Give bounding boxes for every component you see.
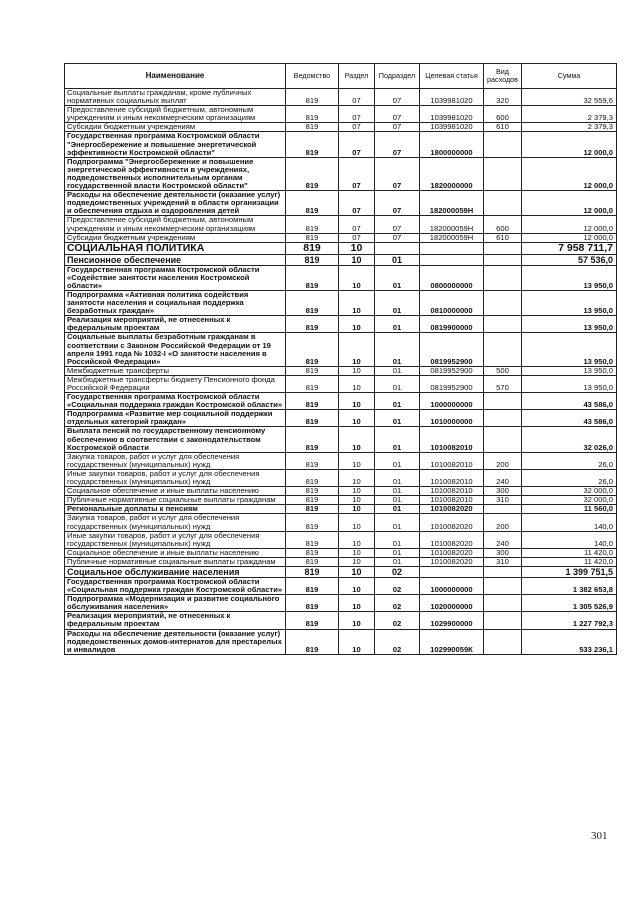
cell-sum: 26,0 <box>522 469 617 486</box>
cell-target: 1800000000 <box>420 132 484 157</box>
budget-table-sheet <box>64 63 616 655</box>
header-exp-type: Вид расходов <box>484 64 522 89</box>
cell-dept: 819 <box>286 531 339 548</box>
cell-name: Подпрограмма «Развитие мер социальной поддержки отдельных категорий граждан» <box>65 410 286 427</box>
cell-sum: 43 586,0 <box>522 393 617 410</box>
cell-section: 10 <box>339 505 375 514</box>
cell-sum: 43 586,0 <box>522 410 617 427</box>
cell-subsection: 01 <box>375 557 420 566</box>
cell-sum: 11 560,0 <box>522 505 617 514</box>
cell-dept: 819 <box>286 557 339 566</box>
cell-target: 0819952900 <box>420 375 484 392</box>
cell-section: 10 <box>339 265 375 290</box>
cell-target: 182000059Н <box>420 216 484 233</box>
table-row <box>65 375 617 392</box>
cell-name: Иные закупки товаров, работ и услуг для обеспечения государственных (муниципальных) нужд <box>65 531 286 548</box>
cell-section: 10 <box>339 629 375 654</box>
cell-section: 10 <box>339 254 375 265</box>
table-row <box>65 366 617 375</box>
table-row <box>65 629 617 654</box>
header-subsection: Подраздел <box>375 64 420 89</box>
cell-target: 1010082010 <box>420 469 484 486</box>
cell-name: Государственная программа Костромской области «Социальная поддержка граждан Костромской области» <box>65 393 286 410</box>
table-row <box>65 316 617 333</box>
cell-target: 1010000000 <box>420 410 484 427</box>
cell-subsection: 07 <box>375 132 420 157</box>
cell-name: Социальные выплаты гражданам, кроме публичных нормативных социальных выплат <box>65 89 286 106</box>
cell-dept: 819 <box>286 191 339 216</box>
cell-dept: 819 <box>286 233 339 242</box>
cell-sum: 13 950,0 <box>522 366 617 375</box>
cell-exp-type <box>484 290 522 315</box>
cell-dept: 819 <box>286 242 339 254</box>
cell-subsection: 07 <box>375 123 420 132</box>
cell-exp-type: 570 <box>484 375 522 392</box>
header-sum: Сумма <box>522 64 617 89</box>
cell-target: 0819952900 <box>420 366 484 375</box>
cell-dept: 819 <box>286 216 339 233</box>
cell-subsection: 01 <box>375 452 420 469</box>
cell-sum: 13 950,0 <box>522 316 617 333</box>
table-body <box>65 89 617 655</box>
cell-name: Социальное обслуживание населения <box>65 566 286 577</box>
cell-section: 07 <box>339 106 375 123</box>
table-row <box>65 469 617 486</box>
cell-exp-type: 240 <box>484 531 522 548</box>
cell-target: 1039981020 <box>420 89 484 106</box>
cell-subsection: 01 <box>375 254 420 265</box>
cell-section: 07 <box>339 157 375 190</box>
cell-sum: 13 950,0 <box>522 375 617 392</box>
cell-section: 10 <box>339 557 375 566</box>
table-row <box>65 233 617 242</box>
table-row <box>65 290 617 315</box>
cell-dept: 819 <box>286 106 339 123</box>
cell-target: 1020000000 <box>420 595 484 612</box>
table-row <box>65 157 617 190</box>
table-row <box>65 333 617 366</box>
cell-dept: 819 <box>286 612 339 629</box>
cell-section: 10 <box>339 333 375 366</box>
cell-target: 102990059К <box>420 629 484 654</box>
cell-name: Социальные выплаты безработным гражданам в соответствии с Законом Российской Федерации от 19 апреля 1991 года № 1032-I «О занятости населения в Российской Федерации» <box>65 333 286 366</box>
cell-dept: 819 <box>286 566 339 577</box>
table-row <box>65 566 617 577</box>
cell-section: 10 <box>339 242 375 254</box>
cell-section: 10 <box>339 577 375 594</box>
cell-name: Социальное обеспечение и иные выплаты населению <box>65 548 286 557</box>
cell-target: 1010082020 <box>420 531 484 548</box>
table-row <box>65 577 617 594</box>
cell-name: Пенсионное обеспечение <box>65 254 286 265</box>
cell-exp-type <box>484 612 522 629</box>
cell-exp-type <box>484 505 522 514</box>
cell-dept: 819 <box>286 366 339 375</box>
cell-section: 07 <box>339 191 375 216</box>
cell-subsection: 07 <box>375 106 420 123</box>
page-number: 301 <box>591 830 608 842</box>
cell-sum: 140,0 <box>522 531 617 548</box>
cell-subsection: 01 <box>375 366 420 375</box>
cell-exp-type <box>484 191 522 216</box>
cell-exp-type <box>484 566 522 577</box>
table-row <box>65 505 617 514</box>
cell-section: 10 <box>339 548 375 557</box>
cell-target <box>420 566 484 577</box>
cell-target: 1010082020 <box>420 557 484 566</box>
table-row <box>65 427 617 452</box>
cell-exp-type <box>484 316 522 333</box>
cell-section: 10 <box>339 566 375 577</box>
table-row <box>65 191 617 216</box>
cell-name: Субсидии бюджетным учреждениям <box>65 123 286 132</box>
cell-dept: 819 <box>286 469 339 486</box>
cell-subsection: 01 <box>375 410 420 427</box>
cell-name: Социальное обеспечение и иные выплаты населению <box>65 487 286 496</box>
cell-target: 182000059Н <box>420 191 484 216</box>
cell-sum: 1 399 751,5 <box>522 566 617 577</box>
cell-subsection: 07 <box>375 89 420 106</box>
cell-sum: 11 420,0 <box>522 557 617 566</box>
cell-subsection: 01 <box>375 290 420 315</box>
cell-exp-type: 610 <box>484 123 522 132</box>
cell-name: Публичные нормативные социальные выплаты гражданам <box>65 496 286 505</box>
cell-section: 10 <box>339 375 375 392</box>
cell-subsection: 07 <box>375 191 420 216</box>
cell-target: 1010082010 <box>420 487 484 496</box>
cell-exp-type: 200 <box>484 452 522 469</box>
table-row <box>65 548 617 557</box>
cell-exp-type <box>484 410 522 427</box>
table-row <box>65 106 617 123</box>
cell-subsection: 07 <box>375 233 420 242</box>
cell-name: Подпрограмма "Энергосбережение и повышение энергетической эффективности в учреждениях, подведомственных исполнительным органам государственной власти Костромской области" <box>65 157 286 190</box>
cell-target: 1820000000 <box>420 157 484 190</box>
cell-target: 0800000000 <box>420 265 484 290</box>
table-header-row <box>65 64 617 89</box>
budget-table <box>64 63 617 655</box>
cell-exp-type <box>484 254 522 265</box>
cell-subsection: 02 <box>375 577 420 594</box>
cell-section: 10 <box>339 316 375 333</box>
cell-dept: 819 <box>286 452 339 469</box>
cell-dept: 819 <box>286 410 339 427</box>
cell-sum: 13 950,0 <box>522 265 617 290</box>
table-row <box>65 410 617 427</box>
table-row <box>65 242 617 254</box>
cell-sum: 12 000,0 <box>522 132 617 157</box>
table-row <box>65 496 617 505</box>
cell-target: 1000000000 <box>420 577 484 594</box>
cell-section: 10 <box>339 452 375 469</box>
cell-name: Закупка товаров, работ и услуг для обеспечения государственных (муниципальных) нужд <box>65 452 286 469</box>
cell-dept: 819 <box>286 333 339 366</box>
cell-name: Реализация мероприятий, не отнесенных к федеральным проектам <box>65 612 286 629</box>
cell-sum: 533 236,1 <box>522 629 617 654</box>
cell-name: Расходы на обеспечение деятельности (оказание услуг) подведомственных учреждений в области организации и обеспечения отдыха и оздоровления детей <box>65 191 286 216</box>
cell-dept: 819 <box>286 157 339 190</box>
cell-target: 0819900000 <box>420 316 484 333</box>
cell-subsection: 01 <box>375 427 420 452</box>
cell-subsection: 02 <box>375 612 420 629</box>
table-row <box>65 123 617 132</box>
cell-exp-type <box>484 393 522 410</box>
cell-subsection: 07 <box>375 216 420 233</box>
cell-dept: 819 <box>286 595 339 612</box>
cell-exp-type: 600 <box>484 216 522 233</box>
cell-exp-type: 310 <box>484 496 522 505</box>
cell-sum: 12 000,0 <box>522 216 617 233</box>
cell-target: 1039981020 <box>420 106 484 123</box>
cell-exp-type <box>484 157 522 190</box>
cell-subsection: 02 <box>375 629 420 654</box>
cell-exp-type <box>484 595 522 612</box>
cell-sum: 2 379,3 <box>522 106 617 123</box>
cell-name: Межбюджетные трансферты бюджету Пенсионного фонда Российской Федерации <box>65 375 286 392</box>
cell-dept: 819 <box>286 427 339 452</box>
cell-target: 1010082020 <box>420 548 484 557</box>
cell-subsection: 01 <box>375 333 420 366</box>
cell-exp-type <box>484 265 522 290</box>
cell-dept: 819 <box>286 487 339 496</box>
cell-sum: 13 950,0 <box>522 290 617 315</box>
cell-exp-type: 600 <box>484 106 522 123</box>
cell-name: Субсидии бюджетным учреждениям <box>65 233 286 242</box>
cell-sum: 1 305 526,9 <box>522 595 617 612</box>
cell-section: 10 <box>339 531 375 548</box>
cell-section: 07 <box>339 216 375 233</box>
cell-section: 07 <box>339 89 375 106</box>
header-dept: Ведомство <box>286 64 339 89</box>
cell-section: 10 <box>339 612 375 629</box>
cell-name: Государственная программа Костромской области «Социальная поддержка граждан Костромской области» <box>65 577 286 594</box>
cell-name: Государственная программа Костромской области "Энергосбережение и повышение энергетической эффективности Костромской области" <box>65 132 286 157</box>
cell-section: 07 <box>339 233 375 242</box>
cell-dept: 819 <box>286 316 339 333</box>
cell-target <box>420 254 484 265</box>
cell-sum: 12 000,0 <box>522 191 617 216</box>
cell-name: Предоставление субсидий бюджетным, автономным учреждениям и иным некоммерческим организациям <box>65 106 286 123</box>
table-row <box>65 612 617 629</box>
cell-subsection: 01 <box>375 265 420 290</box>
cell-subsection: 07 <box>375 157 420 190</box>
cell-dept: 819 <box>286 629 339 654</box>
cell-sum: 1 227 792,3 <box>522 612 617 629</box>
cell-target: 1010082010 <box>420 496 484 505</box>
cell-name: СОЦИАЛЬНАЯ ПОЛИТИКА <box>65 242 286 254</box>
table-row <box>65 216 617 233</box>
cell-subsection: 01 <box>375 316 420 333</box>
table-row <box>65 557 617 566</box>
cell-target: 0819952900 <box>420 333 484 366</box>
cell-subsection <box>375 242 420 254</box>
cell-subsection: 01 <box>375 514 420 531</box>
cell-name: Реализация мероприятий, не отнесенных к федеральным проектам <box>65 316 286 333</box>
cell-subsection: 02 <box>375 566 420 577</box>
cell-dept: 819 <box>286 290 339 315</box>
cell-exp-type <box>484 427 522 452</box>
cell-sum: 11 420,0 <box>522 548 617 557</box>
cell-dept: 819 <box>286 548 339 557</box>
cell-name: Публичные нормативные социальные выплаты гражданам <box>65 557 286 566</box>
cell-dept: 819 <box>286 577 339 594</box>
cell-sum: 7 958 711,7 <box>522 242 617 254</box>
table-row <box>65 514 617 531</box>
cell-dept: 819 <box>286 132 339 157</box>
cell-subsection: 01 <box>375 496 420 505</box>
cell-exp-type <box>484 333 522 366</box>
cell-target: 1000000000 <box>420 393 484 410</box>
header-section: Раздел <box>339 64 375 89</box>
cell-exp-type: 610 <box>484 233 522 242</box>
cell-sum: 2 379,3 <box>522 123 617 132</box>
cell-dept: 819 <box>286 265 339 290</box>
cell-exp-type <box>484 577 522 594</box>
table-row <box>65 452 617 469</box>
cell-sum: 32 026,0 <box>522 427 617 452</box>
cell-name: Межбюджетные трансферты <box>65 366 286 375</box>
cell-target: 182000059Н <box>420 233 484 242</box>
cell-dept: 819 <box>286 496 339 505</box>
table-row <box>65 132 617 157</box>
cell-dept: 819 <box>286 514 339 531</box>
cell-sum: 32 000,0 <box>522 487 617 496</box>
cell-name: Закупка товаров, работ и услуг для обеспечения государственных (муниципальных) нужд <box>65 514 286 531</box>
table-row <box>65 595 617 612</box>
cell-exp-type <box>484 629 522 654</box>
header-target: Целевая статья <box>420 64 484 89</box>
cell-subsection: 01 <box>375 531 420 548</box>
cell-name: Подпрограмма «Активная политика содействия занятости населения и социальная поддержка безработных граждан» <box>65 290 286 315</box>
cell-section: 10 <box>339 290 375 315</box>
cell-target: 1039981020 <box>420 123 484 132</box>
cell-target: 1010082010 <box>420 452 484 469</box>
cell-sum: 12 000,0 <box>522 157 617 190</box>
cell-name: Иные закупки товаров, работ и услуг для обеспечения государственных (муниципальных) нужд <box>65 469 286 486</box>
cell-target: 1010082010 <box>420 427 484 452</box>
cell-exp-type: 300 <box>484 487 522 496</box>
cell-exp-type: 500 <box>484 366 522 375</box>
cell-section: 10 <box>339 595 375 612</box>
cell-dept: 819 <box>286 89 339 106</box>
cell-name: Государственная программа Костромской области «Содействие занятости населения Костромской области» <box>65 265 286 290</box>
cell-section: 10 <box>339 514 375 531</box>
cell-section: 10 <box>339 393 375 410</box>
cell-exp-type: 200 <box>484 514 522 531</box>
table-row <box>65 89 617 106</box>
cell-target: 0810000000 <box>420 290 484 315</box>
table-row <box>65 393 617 410</box>
cell-section: 10 <box>339 496 375 505</box>
table-row <box>65 265 617 290</box>
table-row <box>65 487 617 496</box>
header-name: Наименование <box>65 64 286 89</box>
cell-target: 1010082020 <box>420 505 484 514</box>
cell-subsection: 01 <box>375 505 420 514</box>
cell-section: 07 <box>339 132 375 157</box>
cell-exp-type: 300 <box>484 548 522 557</box>
cell-section: 07 <box>339 123 375 132</box>
cell-sum: 12 000,0 <box>522 233 617 242</box>
cell-name: Региональные доплаты к пенсиям <box>65 505 286 514</box>
cell-section: 10 <box>339 487 375 496</box>
cell-section: 10 <box>339 469 375 486</box>
cell-exp-type: 310 <box>484 557 522 566</box>
cell-target: 1010082020 <box>420 514 484 531</box>
cell-section: 10 <box>339 427 375 452</box>
cell-name: Выплата пенсий по государственному пенсионному обеспечению в соответствии с законодательством Костромской области <box>65 427 286 452</box>
cell-section: 10 <box>339 366 375 375</box>
cell-subsection: 01 <box>375 487 420 496</box>
cell-sum: 32 559,6 <box>522 89 617 106</box>
cell-subsection: 01 <box>375 469 420 486</box>
cell-dept: 819 <box>286 393 339 410</box>
cell-exp-type: 240 <box>484 469 522 486</box>
cell-subsection: 01 <box>375 393 420 410</box>
table-row <box>65 254 617 265</box>
cell-exp-type: 320 <box>484 89 522 106</box>
cell-sum: 57 536,0 <box>522 254 617 265</box>
cell-target <box>420 242 484 254</box>
cell-name: Предоставление субсидий бюджетным, автономным учреждениям и иным некоммерческим организациям <box>65 216 286 233</box>
cell-exp-type <box>484 242 522 254</box>
cell-target: 1029900000 <box>420 612 484 629</box>
cell-dept: 819 <box>286 375 339 392</box>
cell-exp-type <box>484 132 522 157</box>
cell-subsection: 01 <box>375 548 420 557</box>
cell-subsection: 01 <box>375 375 420 392</box>
cell-subsection: 02 <box>375 595 420 612</box>
cell-name: Подпрограмма «Модернизация и развитие социального обслуживания населения» <box>65 595 286 612</box>
cell-sum: 140,0 <box>522 514 617 531</box>
cell-dept: 819 <box>286 254 339 265</box>
cell-sum: 13 950,0 <box>522 333 617 366</box>
cell-section: 10 <box>339 410 375 427</box>
cell-sum: 1 382 653,8 <box>522 577 617 594</box>
table-row <box>65 531 617 548</box>
cell-name: Расходы на обеспечение деятельности (оказание услуг) подведомственных домов-интернатов для престарелых и инвалидов <box>65 629 286 654</box>
cell-sum: 26,0 <box>522 452 617 469</box>
cell-dept: 819 <box>286 123 339 132</box>
cell-sum: 32 000,0 <box>522 496 617 505</box>
cell-dept: 819 <box>286 505 339 514</box>
